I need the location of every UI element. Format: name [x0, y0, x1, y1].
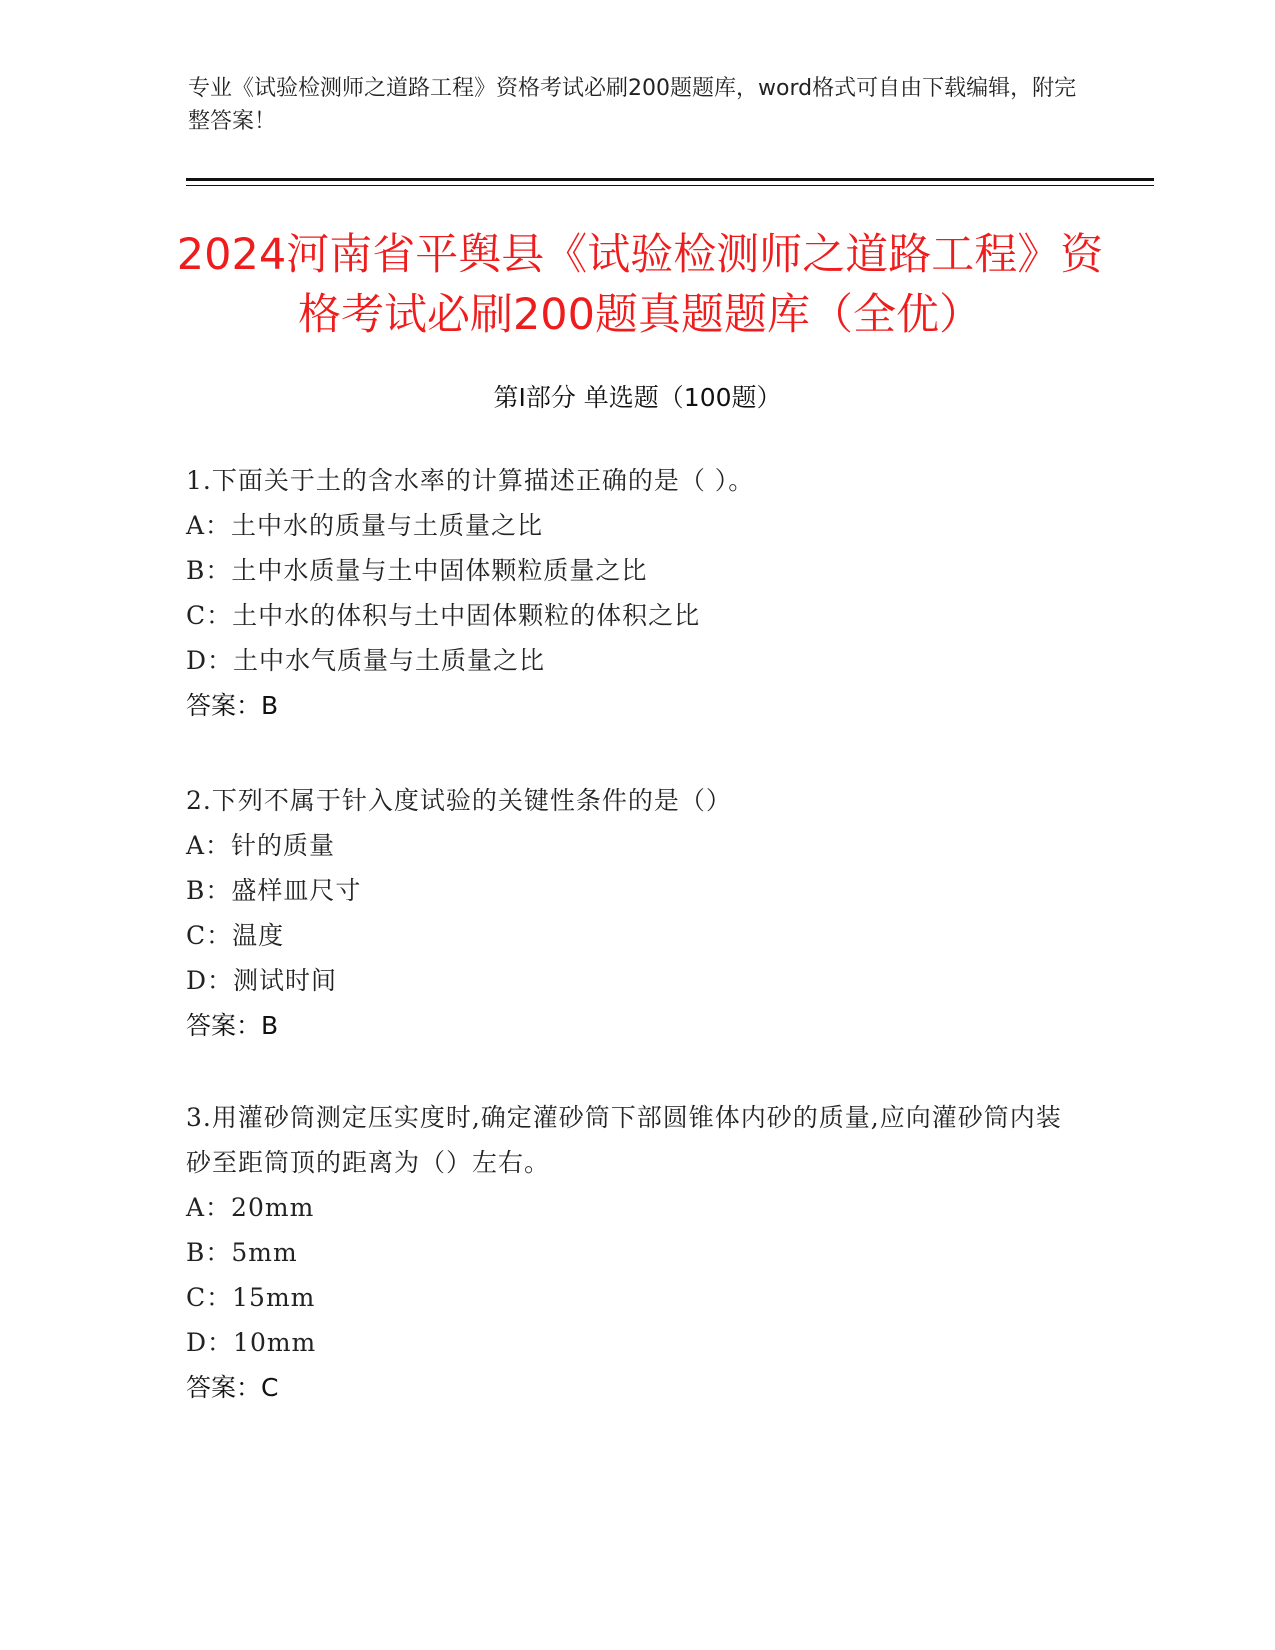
question-3	[186, 1095, 1066, 1410]
option-b: B：盛样皿尺寸	[186, 876, 362, 905]
option-c: C：土中水的体积与土中固体颗粒的体积之比	[186, 601, 701, 630]
section-heading: 第I部分 单选题（100题）	[493, 383, 782, 412]
option-d: D：测试时间	[186, 966, 338, 995]
question-2	[186, 778, 1086, 1048]
option-b: B：5mm	[186, 1238, 298, 1267]
header-note: 专业《试验检测师之道路工程》资格考试必刷200题题库，word格式可自由下载编辑，附完整答案！	[188, 76, 1077, 134]
option-d: D：10mm	[186, 1328, 317, 1357]
option-a: A：土中水的质量与土质量之比	[186, 511, 544, 540]
question-stem: 1.下面关于土的含水率的计算描述正确的是（ ）。	[186, 466, 755, 495]
option-a: A：20mm	[186, 1193, 315, 1222]
header-divider-thin	[186, 185, 1154, 186]
header-divider-thick	[186, 178, 1154, 181]
answer: 答案：C	[186, 1373, 279, 1402]
question-1	[186, 458, 1086, 728]
option-a: A：针的质量	[186, 831, 336, 860]
answer: 答案：B	[186, 1011, 279, 1040]
option-c: C：15mm	[186, 1283, 316, 1312]
question-stem: 3.用灌砂筒测定压实度时,确定灌砂筒下部圆锥体内砂的质量,应向灌砂筒内装砂至距筒顶的距离为（）左右。	[186, 1103, 1062, 1177]
option-c: C：温度	[186, 921, 285, 950]
option-d: D：土中水气质量与土质量之比	[186, 646, 546, 675]
answer: 答案：B	[186, 691, 279, 720]
question-stem: 2.下列不属于针入度试验的关键性条件的是（）	[186, 786, 732, 815]
option-b: B：土中水质量与土中固体颗粒质量之比	[186, 556, 648, 585]
document-title: 2024河南省平舆县《试验检测师之道路工程》资格考试必刷200题真题题库（全优）	[176, 230, 1104, 340]
